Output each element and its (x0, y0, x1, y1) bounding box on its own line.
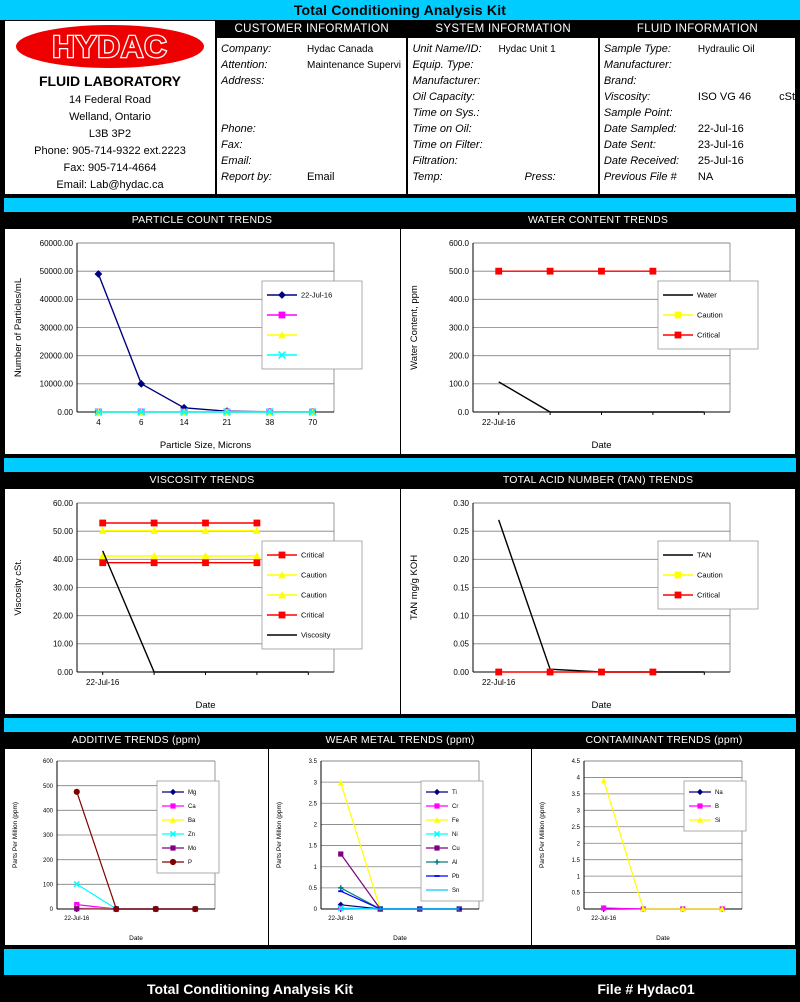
svg-text:Al: Al (451, 860, 458, 867)
svg-text:1: 1 (313, 864, 317, 871)
svg-text:4.5: 4.5 (572, 759, 581, 766)
svg-text:Parts Per Million (ppm): Parts Per Million (ppm) (275, 801, 283, 869)
info-row-label: Attention: (221, 59, 268, 71)
info-row (412, 89, 597, 105)
lab-email: Email: Lab@hydac.ca (56, 178, 164, 191)
info-row-label: Previous File # (603, 171, 677, 183)
system-information-heading: SYSTEM INFORMATION (408, 21, 597, 38)
info-row-label: Address: (221, 75, 265, 87)
svg-text:Sn: Sn (451, 888, 460, 895)
info-row (221, 41, 406, 57)
info-row (604, 57, 795, 73)
svg-text:Critical: Critical (696, 330, 720, 340)
info-row-label: Time on Filter: (412, 139, 483, 151)
svg-text:3.5: 3.5 (572, 792, 581, 799)
info-row-label: Sample Point: (603, 107, 673, 119)
svg-text:Cr: Cr (451, 804, 459, 811)
footer-bar (4, 975, 796, 1002)
svg-text:B: B (715, 804, 720, 811)
info-row (221, 137, 406, 153)
svg-text:0.20: 0.20 (452, 555, 469, 565)
info-row-value: ISO VG 46 (697, 91, 752, 103)
svg-text:10.00: 10.00 (52, 639, 73, 649)
info-row-label: Time on Oil: (412, 123, 472, 135)
svg-text:1.5: 1.5 (308, 843, 317, 850)
svg-text:Si: Si (715, 818, 721, 825)
svg-text:Date: Date (590, 700, 612, 711)
info-row-label: Email: (221, 155, 252, 167)
info-row-value: 23-Jul-16 (697, 139, 744, 151)
info-row-label: Time on Sys.: (412, 107, 480, 119)
svg-text:2: 2 (313, 822, 317, 829)
svg-text:Caution: Caution (696, 310, 723, 320)
info-row (604, 105, 795, 121)
fluid-information-column (600, 21, 795, 194)
section-title-viscosity: VISCOSITY TRENDS (149, 474, 255, 486)
svg-text:100.0: 100.0 (448, 379, 469, 389)
section-title-particle-count: PARTICLE COUNT TRENDS (131, 214, 273, 226)
chart-svg-wear_metal (269, 749, 531, 945)
svg-text:Date: Date (656, 935, 671, 942)
svg-text:Date: Date (195, 700, 216, 711)
footer-divider (4, 949, 796, 975)
svg-text:Ca: Ca (188, 804, 196, 811)
customer-information-rows (217, 38, 406, 194)
info-row (221, 121, 406, 137)
svg-text:600: 600 (42, 759, 53, 766)
section-title-bar-3 (4, 732, 796, 748)
svg-text:2.5: 2.5 (308, 801, 317, 808)
fluid-information-rows (600, 38, 795, 194)
info-row-label: Viscosity: (603, 91, 651, 103)
svg-text:60000.00: 60000.00 (39, 238, 73, 248)
info-row-label: Report by: (221, 171, 272, 183)
info-row (412, 57, 597, 73)
svg-text:Viscosity: Viscosity (301, 630, 331, 640)
info-row-label: Oil Capacity: (412, 91, 475, 103)
svg-text:0.30: 0.30 (452, 498, 469, 508)
chart-water-content (401, 229, 796, 454)
svg-text:0.00: 0.00 (57, 667, 73, 677)
info-row (604, 137, 795, 153)
system-information-rows (408, 38, 597, 194)
svg-text:22-Jul-16: 22-Jul-16 (86, 678, 120, 687)
chart-svg-additive (5, 749, 267, 945)
section-title-bar-2 (4, 472, 796, 488)
svg-text:3: 3 (313, 780, 317, 787)
info-row-label-secondary: Press: (524, 171, 556, 183)
lab-phone: Phone: 905-714-9322 ext.2223 (34, 144, 186, 157)
svg-text:500: 500 (42, 783, 53, 790)
info-row (604, 41, 795, 57)
info-row-label: Temp: (412, 171, 443, 183)
svg-text:0.25: 0.25 (452, 527, 469, 537)
info-row (412, 137, 597, 153)
customer-information-column (217, 21, 408, 194)
info-row (221, 153, 406, 169)
svg-text:60.00: 60.00 (52, 498, 73, 508)
section-title-wear-metal: WEAR METAL TRENDS (ppm) (325, 734, 475, 746)
lab-address-line-1: 14 Federal Road (69, 93, 151, 106)
info-row (412, 169, 597, 185)
svg-text:TAN mg/g KOH: TAN mg/g KOH (408, 554, 420, 621)
svg-text:300.0: 300.0 (448, 323, 469, 333)
info-row (221, 105, 406, 121)
info-row-label: Filtration: (412, 155, 458, 167)
svg-text:30.00: 30.00 (52, 583, 73, 593)
svg-text:6: 6 (139, 418, 144, 427)
charts-row-1 (4, 228, 796, 455)
info-row (604, 73, 795, 89)
svg-text:Water: Water (696, 290, 717, 300)
svg-text:Date: Date (129, 935, 143, 942)
info-row-label: Sample Type: (603, 43, 671, 55)
info-row-label: Date Sent: (603, 139, 656, 151)
chart-wear-metal (269, 749, 533, 945)
info-row (604, 121, 795, 137)
svg-text:300: 300 (42, 833, 53, 840)
svg-text:0.5: 0.5 (308, 886, 317, 893)
chart-viscosity (5, 489, 401, 714)
svg-text:0: 0 (313, 907, 317, 914)
svg-text:22-Jul-16: 22-Jul-16 (481, 678, 515, 687)
svg-text:Critical: Critical (301, 550, 324, 560)
chart-svg-water_content (401, 229, 792, 454)
svg-text:Caution: Caution (301, 590, 327, 600)
chart-additive (5, 749, 269, 945)
svg-text:Cu: Cu (451, 846, 460, 853)
svg-text:200.0: 200.0 (448, 351, 469, 361)
svg-text:0: 0 (49, 907, 53, 914)
svg-text:14: 14 (179, 418, 189, 427)
svg-text:20000.00: 20000.00 (39, 351, 73, 361)
info-row (412, 73, 597, 89)
svg-text:500.0: 500.0 (448, 267, 469, 277)
info-row-label: Unit Name/ID: (412, 43, 482, 55)
info-row (221, 169, 406, 185)
svg-text:Pb: Pb (451, 874, 460, 881)
info-row (604, 153, 795, 169)
svg-text:0.00: 0.00 (452, 667, 469, 677)
charts-row-2 (4, 488, 796, 715)
svg-text:50.00: 50.00 (52, 527, 73, 537)
svg-text:Date: Date (590, 440, 612, 451)
lab-name: FLUID LABORATORY (38, 72, 182, 89)
chart-svg-tan (401, 489, 792, 714)
section-divider-1 (4, 198, 796, 212)
svg-text:2.5: 2.5 (572, 824, 581, 831)
svg-text:30000.00: 30000.00 (39, 323, 73, 333)
svg-text:600.0: 600.0 (448, 238, 469, 248)
svg-text:Mg: Mg (188, 790, 197, 797)
svg-text:0.05: 0.05 (452, 639, 469, 649)
svg-text:Number of Particles/mL: Number of Particles/mL (13, 277, 24, 378)
info-row-value: Hydraulic Oil (697, 43, 755, 55)
svg-text:1.5: 1.5 (572, 857, 581, 864)
svg-text:22-Jul-16: 22-Jul-16 (591, 916, 617, 922)
section-title-tan: TOTAL ACID NUMBER (TAN) TRENDS (502, 474, 694, 486)
svg-text:400: 400 (42, 808, 53, 815)
svg-text:Parts Per Million (ppm): Parts Per Million (ppm) (12, 801, 19, 869)
svg-text:4: 4 (96, 418, 101, 427)
svg-text:0.0: 0.0 (457, 407, 469, 417)
info-row (412, 41, 597, 57)
svg-text:0.00: 0.00 (57, 407, 73, 417)
fluid-information-heading: FLUID INFORMATION (600, 21, 795, 38)
info-row-label: Date Received: (603, 155, 680, 167)
lab-fax: Fax: 905-714-4664 (63, 161, 157, 174)
section-divider-3 (4, 718, 796, 732)
info-row-label: Equip. Type: (412, 59, 474, 71)
chart-svg-viscosity (5, 489, 396, 714)
svg-text:Zn: Zn (188, 832, 196, 839)
info-row-label: Company: (221, 43, 272, 55)
svg-text:Critical: Critical (696, 590, 720, 600)
svg-text:1: 1 (577, 874, 581, 881)
hydac-logo (16, 25, 204, 68)
section-title-bar-1 (4, 212, 796, 228)
svg-text:4: 4 (577, 775, 581, 782)
svg-text:TAN: TAN (696, 550, 711, 560)
info-row-value: Email (307, 171, 335, 183)
svg-text:21: 21 (222, 418, 232, 427)
svg-text:22-Jul-16: 22-Jul-16 (481, 418, 515, 427)
svg-text:Ni: Ni (451, 832, 458, 839)
info-row-label: Manufacturer: (603, 59, 672, 71)
chart-svg-particle_count (5, 229, 396, 454)
page-title-bar (0, 0, 800, 20)
info-row (412, 121, 597, 137)
svg-text:Water Content, ppm: Water Content, ppm (408, 285, 420, 370)
info-row (221, 57, 406, 73)
svg-text:20.00: 20.00 (52, 611, 73, 621)
info-row-label: Phone: (221, 123, 256, 135)
info-row-label: Fax: (221, 139, 243, 151)
system-information-column (408, 21, 599, 194)
info-row-value: NA (697, 171, 714, 183)
svg-text:22-Jul-16: 22-Jul-16 (327, 916, 353, 922)
svg-text:100: 100 (42, 882, 53, 889)
svg-text:2: 2 (577, 841, 581, 848)
lab-postal-code: L3B 3P2 (88, 127, 132, 140)
svg-text:3: 3 (577, 808, 581, 815)
svg-text:50000.00: 50000.00 (39, 267, 73, 277)
svg-text:10000.00: 10000.00 (39, 379, 73, 389)
logo-column (5, 21, 217, 194)
svg-text:Na: Na (715, 790, 724, 797)
svg-text:22-Jul-16: 22-Jul-16 (64, 916, 90, 922)
svg-text:Parts Per Million (ppm): Parts Per Million (ppm) (539, 801, 547, 869)
svg-text:Date: Date (392, 935, 407, 942)
info-row-value: 22-Jul-16 (697, 123, 744, 135)
svg-text:0.15: 0.15 (452, 583, 469, 593)
info-row-label: Date Sampled: (603, 123, 677, 135)
info-row-unit: cSt (779, 91, 796, 103)
chart-tan (401, 489, 796, 714)
customer-information-heading: CUSTOMER INFORMATION (217, 21, 406, 38)
info-row (221, 73, 406, 89)
info-row-label: Manufacturer: (412, 75, 481, 87)
svg-text:3.5: 3.5 (308, 759, 317, 766)
chart-particle-count (5, 229, 401, 454)
info-row-label: Brand: (603, 75, 637, 87)
footer-title: Total Conditioning Analysis Kit (146, 980, 354, 997)
info-row-value: Hydac Unit 1 (498, 43, 556, 55)
svg-text:Ti: Ti (451, 790, 457, 797)
footer-file-number: File # Hydac01 (597, 980, 695, 997)
svg-text:Caution: Caution (301, 570, 327, 580)
svg-text:Critical: Critical (301, 610, 324, 620)
section-title-additive: ADDITIVE TRENDS (ppm) (71, 734, 201, 746)
info-row (604, 169, 795, 185)
info-row-value: Maintenance Supervi (307, 59, 401, 71)
info-row-value: 25-Jul-16 (697, 155, 744, 167)
section-title-contaminant: CONTAMINANT TRENDS (ppm) (585, 734, 743, 746)
svg-text:22-Jul-16: 22-Jul-16 (301, 290, 333, 300)
lab-address-line-2: Welland, Ontario (69, 110, 151, 123)
svg-text:0: 0 (577, 907, 581, 914)
svg-text:0.5: 0.5 (572, 890, 581, 897)
svg-text:Ba: Ba (188, 818, 196, 825)
svg-text:Particle Size, Microns: Particle Size, Microns (159, 440, 252, 451)
svg-text:200: 200 (42, 857, 53, 864)
svg-text:Mo: Mo (188, 846, 197, 853)
svg-text:Fe: Fe (451, 818, 459, 825)
svg-text:Caution: Caution (696, 570, 723, 580)
section-title-water-content: WATER CONTENT TRENDS (527, 214, 669, 226)
svg-text:38: 38 (265, 418, 275, 427)
page-title: Total Conditioning Analysis Kit (293, 2, 507, 18)
charts-row-3 (4, 748, 796, 946)
chart-svg-contaminant (532, 749, 794, 945)
chart-contaminant (532, 749, 795, 945)
header-info-panel (4, 20, 796, 195)
section-divider-2 (4, 458, 796, 472)
info-row-value: Hydac Canada (307, 43, 374, 55)
svg-text:Viscosity cSt.: Viscosity cSt. (13, 559, 24, 616)
svg-text:P: P (188, 860, 193, 867)
svg-text:70: 70 (308, 418, 318, 427)
hydac-wordmark: HYDAC (52, 28, 168, 64)
info-row (412, 153, 597, 169)
svg-text:40.00: 40.00 (52, 555, 73, 565)
svg-text:0.10: 0.10 (452, 611, 469, 621)
info-row (221, 89, 406, 105)
info-row (604, 89, 795, 105)
svg-text:40000.00: 40000.00 (39, 295, 73, 305)
svg-text:400.0: 400.0 (448, 295, 469, 305)
info-row (412, 105, 597, 121)
